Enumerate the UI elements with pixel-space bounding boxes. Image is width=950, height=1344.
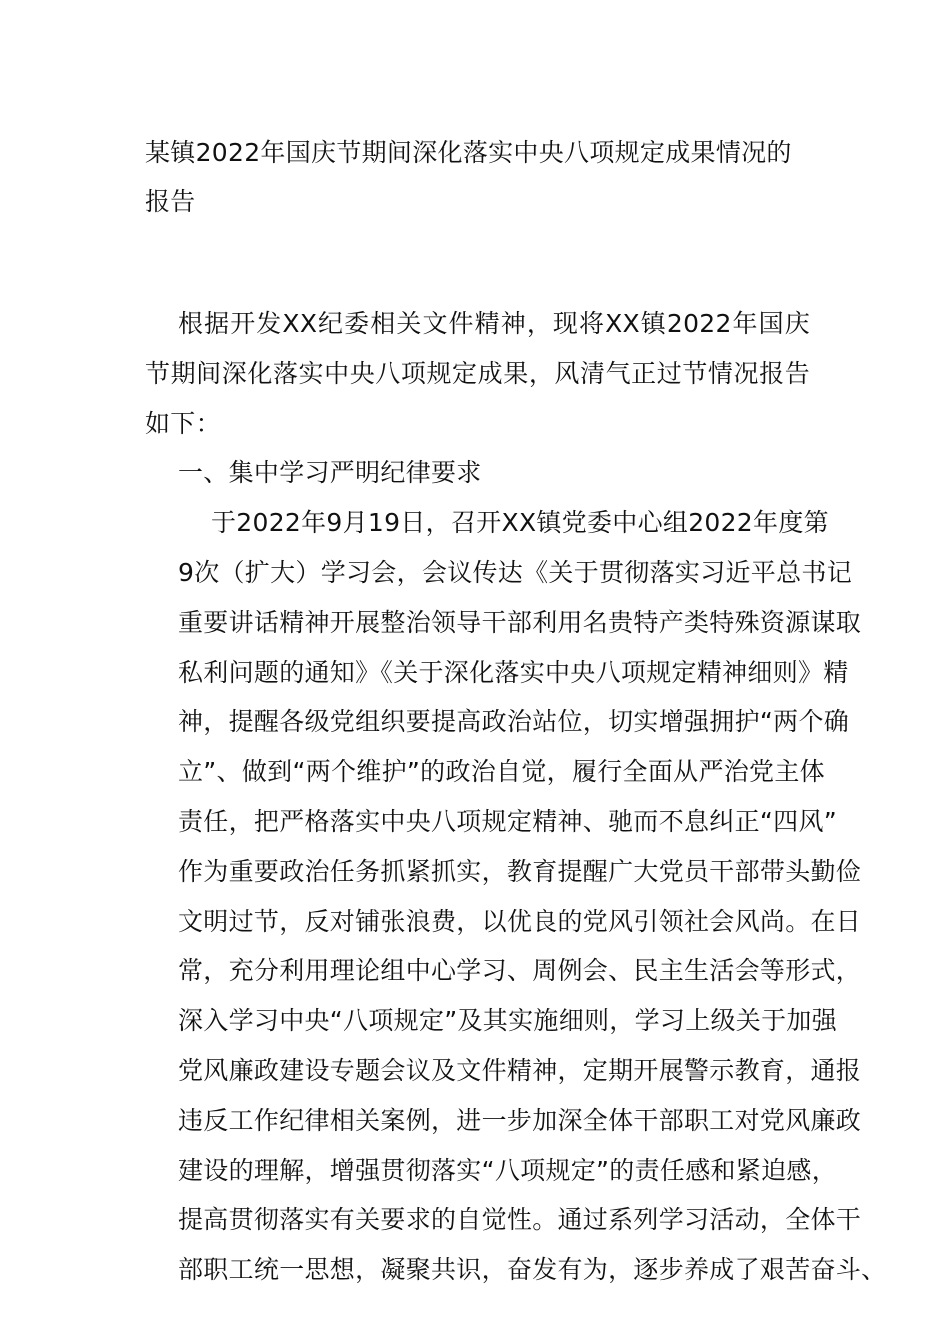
section-heading: 一、集中学习严明纪律要求 <box>178 458 482 488</box>
title-spacer <box>145 226 810 299</box>
body-line: 作为重要政治任务抓紧抓实，教育提醒广大党员干部带头勤俭 <box>178 856 862 886</box>
document-body <box>145 128 887 1295</box>
body-line: 部职工统一思想，凝聚共识，奋发有为，逐步养成了艰苦奋斗、 <box>178 1255 887 1285</box>
body-line: 责任，把严格落实中央八项规定精神、驰而不息纠正“四风” <box>178 806 838 836</box>
body-paragraph <box>145 498 887 1295</box>
body-line: 提高贯彻落实有关要求的自觉性。通过系列学习活动，全体干 <box>178 1205 862 1235</box>
intro-paragraph: 根据开发XX纪委相关文件精神，现将XX镇2022年国庆节期间深化落实中央八项规定成果，风清气正过节情况报告如下： <box>145 309 810 438</box>
body-line: 常，充分利用理论组中心学习、周例会、民主生活会等形式， <box>178 956 862 986</box>
body-line: 于2022年9月19日，召开XX镇党委中心组2022年度第 <box>211 508 829 538</box>
body-line: 神，提醒各级党组织要提高政治站位，切实增强拥护“两个确 <box>178 707 850 737</box>
body-line: 私利问题的通知》《关于深化落实中央八项规定精神细则》精 <box>178 657 849 687</box>
body-line: 党风廉政建设专题会议及文件精神，定期开展警示教育，通报 <box>178 1055 862 1085</box>
body-line: 重要讲话精神开展整治领导干部利用名贵特产类特殊资源谋取 <box>178 607 862 637</box>
body-line: 9次（扩大）学习会，会议传达《关于贯彻落实习近平总书记 <box>178 557 853 587</box>
document-title: 某镇2022年国庆节期间深化落实中央八项规定成果情况的报告 <box>145 138 792 216</box>
body-line: 违反工作纪律相关案例，进一步加深全体干部职工对党风廉政 <box>178 1105 862 1135</box>
body-line: 建设的理解，增强贯彻落实“八项规定”的责任感和紧迫感， <box>178 1155 838 1185</box>
body-line: 立”、做到“两个维护”的政治自觉，履行全面从严治党主体 <box>178 757 825 787</box>
body-line: 深入学习中央“八项规定”及其实施细则，学习上级关于加强 <box>178 1006 838 1036</box>
body-line: 文明过节，反对铺张浪费，以优良的党风引领社会风尚。在日 <box>178 906 862 936</box>
